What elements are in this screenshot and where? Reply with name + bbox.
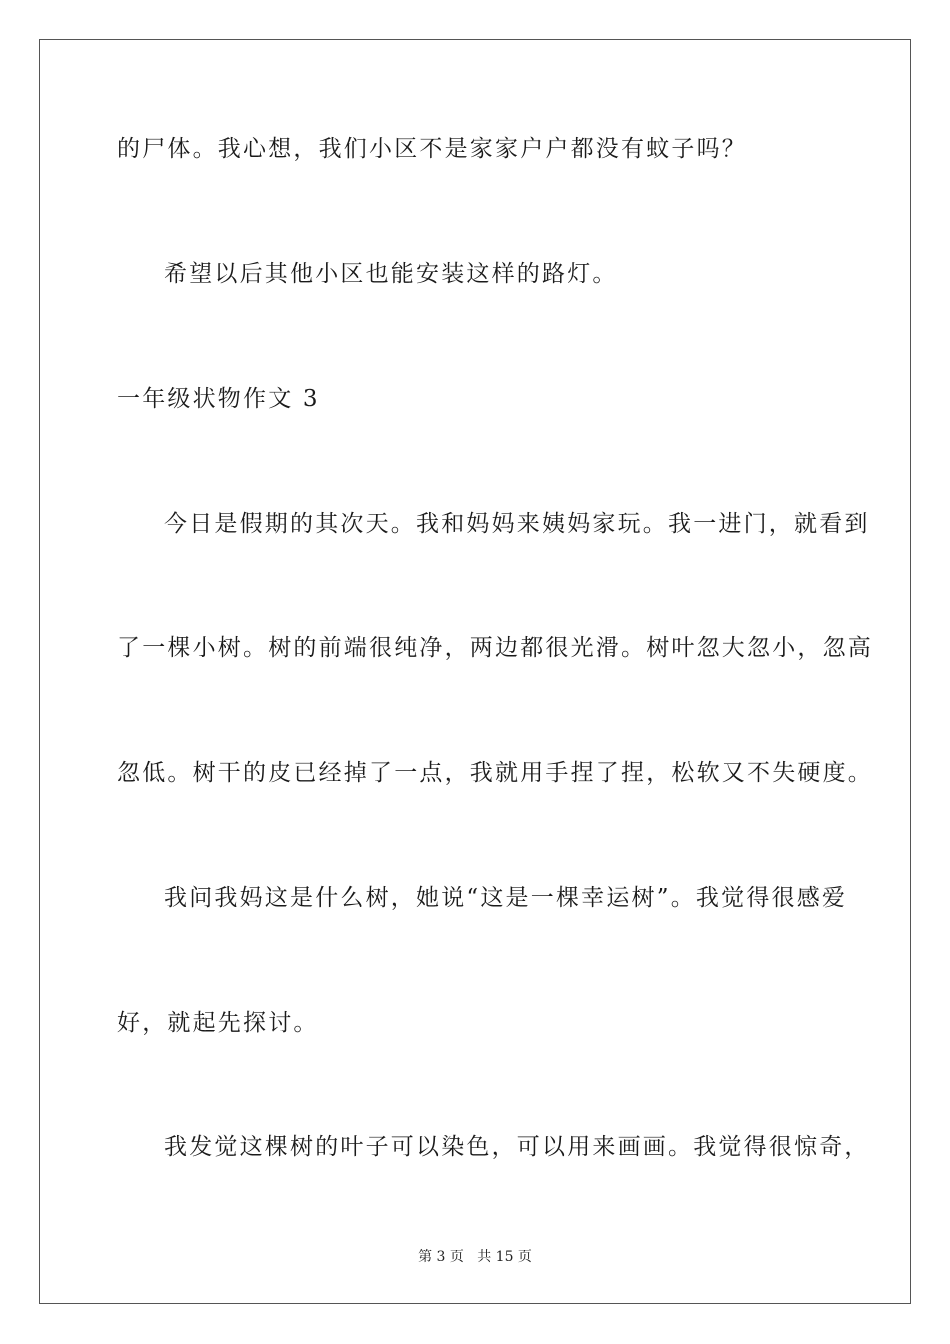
paragraph-line: 的尸体。我心想，我们小区不是家家户户都没有蚊子吗？ xyxy=(117,136,747,162)
paragraph-line: 我发觉这棵树的叶子可以染色，可以用来画画。我觉得很惊奇， xyxy=(164,1134,870,1160)
page-border xyxy=(39,39,911,1304)
paragraph-line: 希望以后其他小区也能安装这样的路灯。 xyxy=(164,261,618,287)
paragraph-line: 忽低。树干的皮已经掉了一点，我就用手捏了捏，松软又不失硬度。 xyxy=(117,760,873,786)
paragraph-line: 今日是假期的其次天。我和妈妈来姨妈家玩。我一进门，就看到 xyxy=(164,511,870,537)
page-number-footer: 第 3 页 共 15 页 xyxy=(418,1249,532,1265)
section-heading: 一年级状物作文 3 xyxy=(117,386,320,412)
paragraph-line: 好，就起先探讨。 xyxy=(117,1010,319,1036)
paragraph-line: 了一棵小树。树的前端很纯净，两边都很光滑。树叶忽大忽小，忽高 xyxy=(117,635,873,661)
paragraph-line: 我问我妈这是什么树，她说“这是一棵幸运树”。我觉得很感爱 xyxy=(164,885,848,911)
